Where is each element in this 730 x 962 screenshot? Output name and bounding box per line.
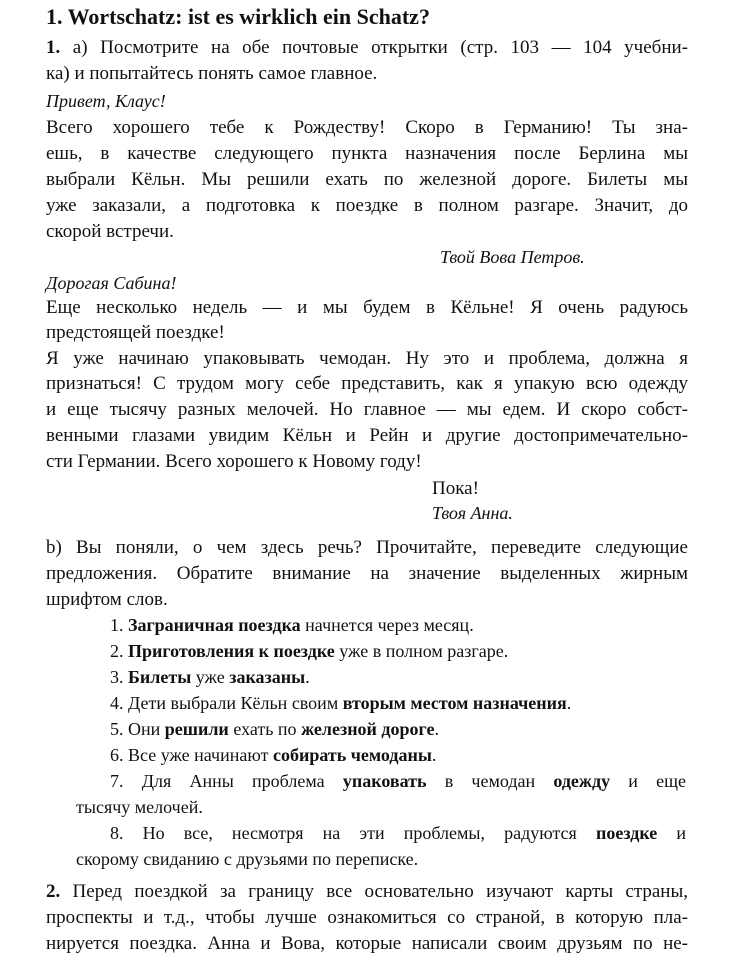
task-1a-line-2: ка) и попытайтесь понять самое главное. <box>46 63 378 84</box>
letter-2-p2-line-1: Я уже начинаю упаковывать чемодан. Ну это и проблема, должна я <box>46 348 688 369</box>
letter-2-p1-line-1: Еще несколько недель — и мы будем в Кёльне! Я очень радуюсь <box>46 297 688 318</box>
letter-1-line-2: ешь, в качестве следующего пункта назначения после Берлина мы <box>46 143 688 164</box>
letter-1-line-1: Всего хорошего тебе к Рождеству! Скоро в Германию! Ты зна- <box>46 117 688 138</box>
task-1b-line-2: предложения. Обратите внимание на значение выделенных жирным <box>46 563 688 584</box>
letter-2-p2-line-2: признаться! С трудом могу себе представить, как я упакую всю одежду <box>46 373 688 394</box>
letter-2-p2-line-5: сти Германии. Всего хорошего к Новому году! <box>46 451 422 472</box>
task-1-number: 1. <box>46 37 61 58</box>
sentence-6: 6. Все уже начинают собирать чемоданы. <box>110 745 437 765</box>
letter-2-p2-line-4: венными глазами увидим Кёльн и Рейн и другие достопримечательно- <box>46 425 688 446</box>
task-2-line-3: нируется поездка. Анна и Вова, которые написали своим друзьям по не- <box>46 933 688 954</box>
letter-2-signature: Твоя Анна. <box>432 503 513 523</box>
letter-1-signature: Твой Вова Петров. <box>440 247 585 267</box>
task-1b-line-3: шрифтом слов. <box>46 589 168 610</box>
task-2-line-2: проспекты и т.д., чтобы лучше ознакомиться со страной, в которую пла- <box>46 907 688 928</box>
task-2-line-1: 2. Перед поездкой за границу все основательно изучают карты страны, <box>46 881 688 902</box>
section-title: 1. Wortschatz: ist es wirklich ein Schatz? <box>46 4 430 29</box>
sentence-3: 3. Билеты уже заказаны. <box>110 667 310 687</box>
task-1a-text-1: а) Посмотрите на обе почтовые открытки (стр. 103 — 104 учебни- <box>60 37 688 58</box>
sentence-1: 1. Заграничная поездка начнется через месяц. <box>110 615 474 635</box>
letter-2-p1-line-2: предстоящей поездке! <box>46 322 225 343</box>
sentence-7-line-2: тысячу мелочей. <box>76 797 203 817</box>
task-1a-line-1 <box>46 37 688 59</box>
sentence-4: 4. Дети выбрали Кёльн своим вторым местом назначения. <box>110 693 572 713</box>
letter-2-greeting: Дорогая Сабина! <box>46 273 177 293</box>
letter-1-line-3: выбрали Кёльн. Мы решили ехать по железной дороге. Билеты мы <box>46 169 688 190</box>
task-2-number: 2. <box>46 881 61 902</box>
sentence-8: 8. Но все, несмотря на эти проблемы, радуются поездке и <box>110 823 686 843</box>
sentence-2: 2. Приготовления к поездке уже в полном разгаре. <box>110 641 509 661</box>
sentence-8-line-2: скорому свиданию с друзьями по переписке. <box>76 849 419 869</box>
letter-2-p2-line-3: и еще тысячу разных мелочей. Но главное — мы едем. И скоро собст- <box>46 399 688 420</box>
sentence-7: 7. Для Анны проблема упаковать в чемодан одежду и еще <box>110 771 686 791</box>
letter-2-bye: Пока! <box>432 478 479 499</box>
task-1b-line-1: b) Вы поняли, о чем здесь речь? Прочитайте, переведите следующие <box>46 537 688 558</box>
sentence-5: 5. Они решили ехать по железной дороге. <box>110 719 439 739</box>
letter-1-line-5: скорой встречи. <box>46 221 174 242</box>
letter-1-line-4: уже заказали, а подготовка к поездке в полном разгаре. Значит, до <box>46 195 688 216</box>
letter-1-greeting: Привет, Клаус! <box>46 91 166 111</box>
